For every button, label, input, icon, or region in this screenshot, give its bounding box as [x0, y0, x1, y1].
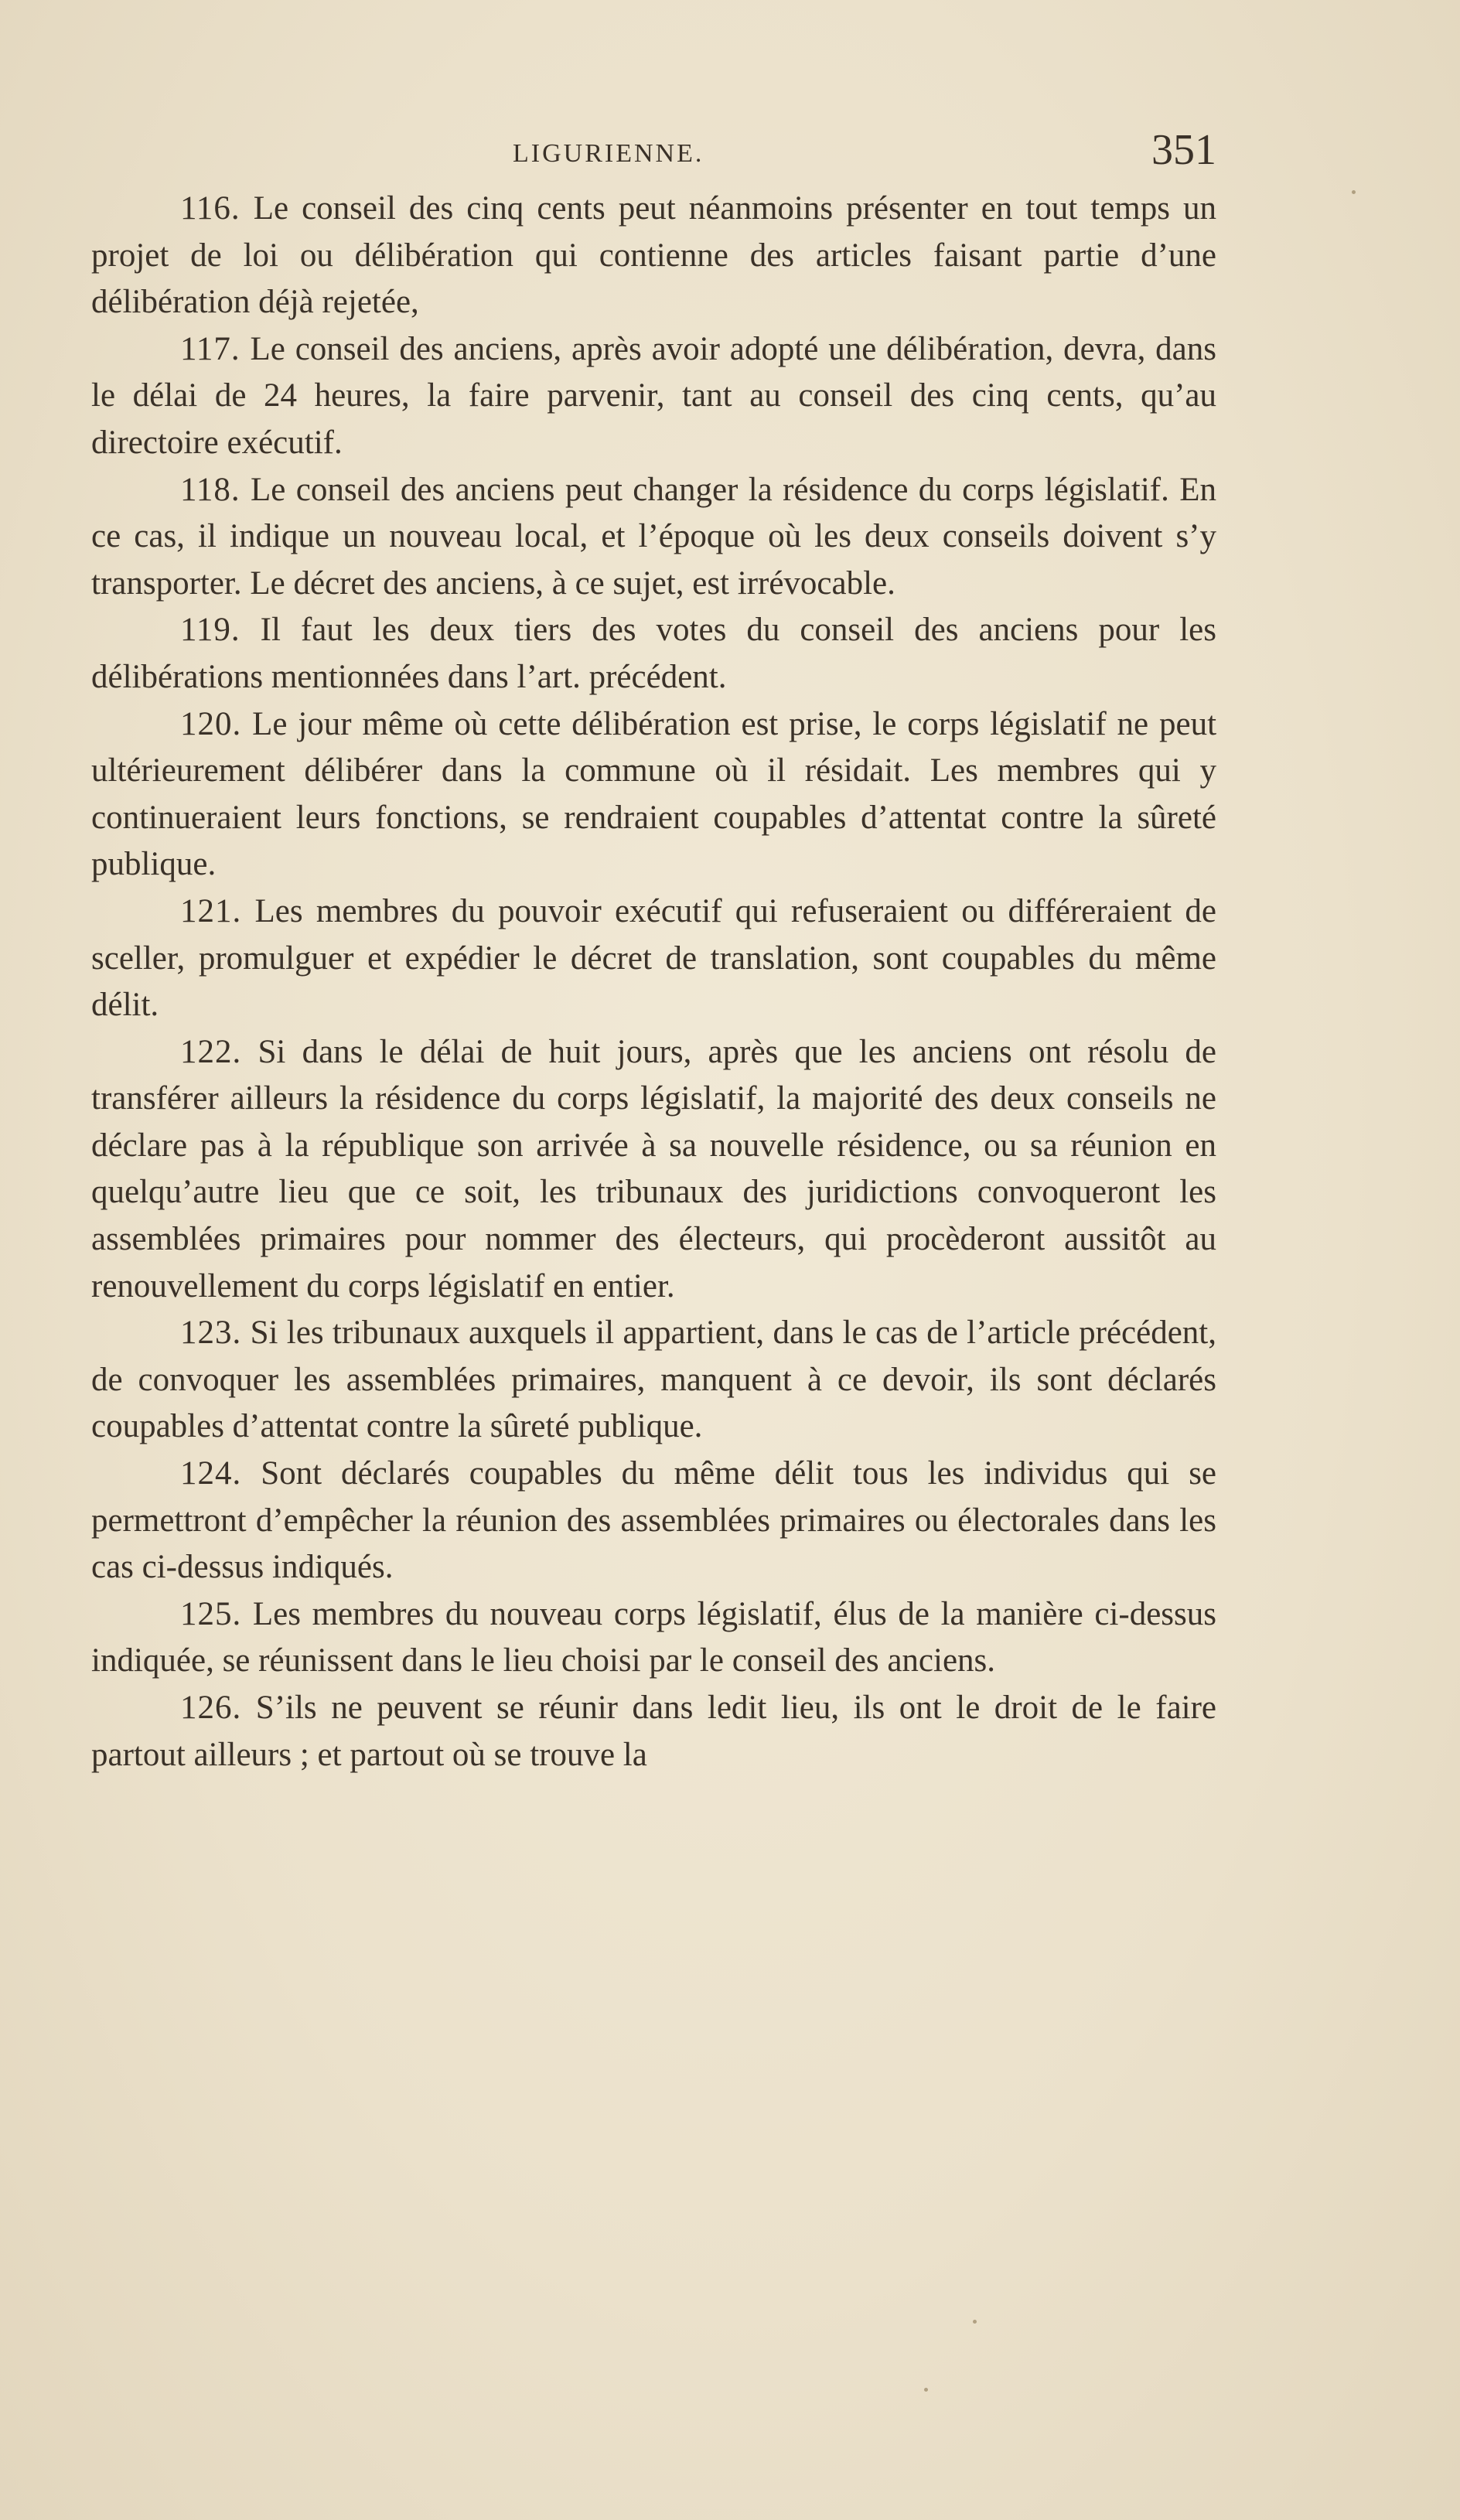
article-number: 119.	[180, 612, 240, 649]
running-head	[91, 126, 1216, 186]
article-number: 117.	[180, 330, 240, 367]
article-text: Sont déclarés coupables du même délit tous les individus qui se permettront d’empêcher la réunion des assemblées primaires ou électorales dans les cas ci-dessus indiqués.	[91, 1455, 1217, 1586]
article-number: 121.	[180, 892, 242, 929]
article-text: Le conseil des anciens, après avoir adopté une délibération, devra, dans le délai de 24 heures, la faire parvenir, tant au conseil des cinq cents, qu’au directoire exécutif.	[91, 330, 1217, 461]
paper-speck	[924, 2388, 928, 2392]
paper-speck	[1352, 190, 1356, 194]
article-text: Le conseil des anciens peut changer la résidence du corps législatif. En ce cas, il indique un nouveau local, et l’époque où les deux conseils doivent s’y transporter. Le décret des anciens, à ce sujet, est irrévocable.	[91, 471, 1216, 602]
article-120	[91, 701, 1216, 888]
article-number: 126.	[180, 1690, 242, 1726]
article-126	[91, 1685, 1216, 1778]
article-116	[91, 186, 1216, 326]
article-121	[91, 888, 1216, 1029]
article-text: Les membres du nouveau corps législatif, élus de la manière ci-dessus indiquée, se réunissent dans le lieu choisi par le conseil des anciens.	[91, 1595, 1216, 1679]
article-text: Si dans le délai de huit jours, après que les anciens ont résolu de transférer ailleurs la résidence du corps législatif, la majorité des deux conseils ne déclare pas à la république son arrivée à sa nouvelle résidence, ou sa réunion en quelqu’autre lieu que ce soit, les tribunaux des juridictions convoqueront les assemblées primaires pour nommer des électeurs, qui procèderont aussitôt au renouvellement du corps législatif en entier.	[91, 1033, 1217, 1304]
article-number: 118.	[180, 471, 240, 508]
article-number: 124.	[180, 1455, 242, 1492]
article-125	[91, 1591, 1216, 1685]
article-118	[91, 467, 1216, 608]
article-text: Les membres du pouvoir exécutif qui refuseraient ou différeraient de sceller, promulguer et expédier le décret de translation, sont coupables du même délit.	[91, 892, 1216, 1024]
article-number: 123.	[180, 1315, 242, 1352]
article-number: 125.	[180, 1595, 242, 1632]
page-number: 351	[1151, 126, 1216, 174]
article-text: Le conseil des cinq cents peut néanmoins présenter en tout temps un projet de loi ou délibération qui contienne des articles faisant partie d’une délibération déjà rejetée,	[91, 190, 1217, 321]
article-text: S’ils ne peuvent se réunir dans ledit lieu, ils ont le droit de le faire partout ailleurs ; et partout où se trouve la	[91, 1690, 1217, 1773]
article-number: 120.	[180, 705, 242, 742]
article-117	[91, 326, 1216, 467]
article-text: Le jour même où cette délibération est prise, le corps législatif ne peut ultérieurement délibérer dans la commune où il résidait. Les membres qui y continueraient leurs fonctions, se rendraient coupables d’attentat contre la sûreté publique.	[91, 705, 1217, 883]
article-text: Il faut les deux tiers des votes du conseil des anciens pour les délibérations mentionnées dans l’art. précédent.	[91, 612, 1216, 695]
article-number: 122.	[180, 1033, 242, 1070]
running-head-title: LIGURIENNE.	[513, 139, 704, 168]
article-123	[91, 1310, 1216, 1451]
article-number: 116.	[180, 190, 240, 227]
article-122	[91, 1029, 1216, 1311]
text-block	[91, 126, 1217, 1778]
article-124	[91, 1451, 1216, 1591]
paper-speck	[973, 2320, 977, 2324]
article-119	[91, 607, 1216, 701]
article-text: Si les tribunaux auxquels il appartient, dans le cas de l’article précédent, de convoquer les assemblées primaires, manquent à ce devoir, ils sont déclarés coupables d’attentat contre la sûreté publique.	[91, 1315, 1217, 1445]
